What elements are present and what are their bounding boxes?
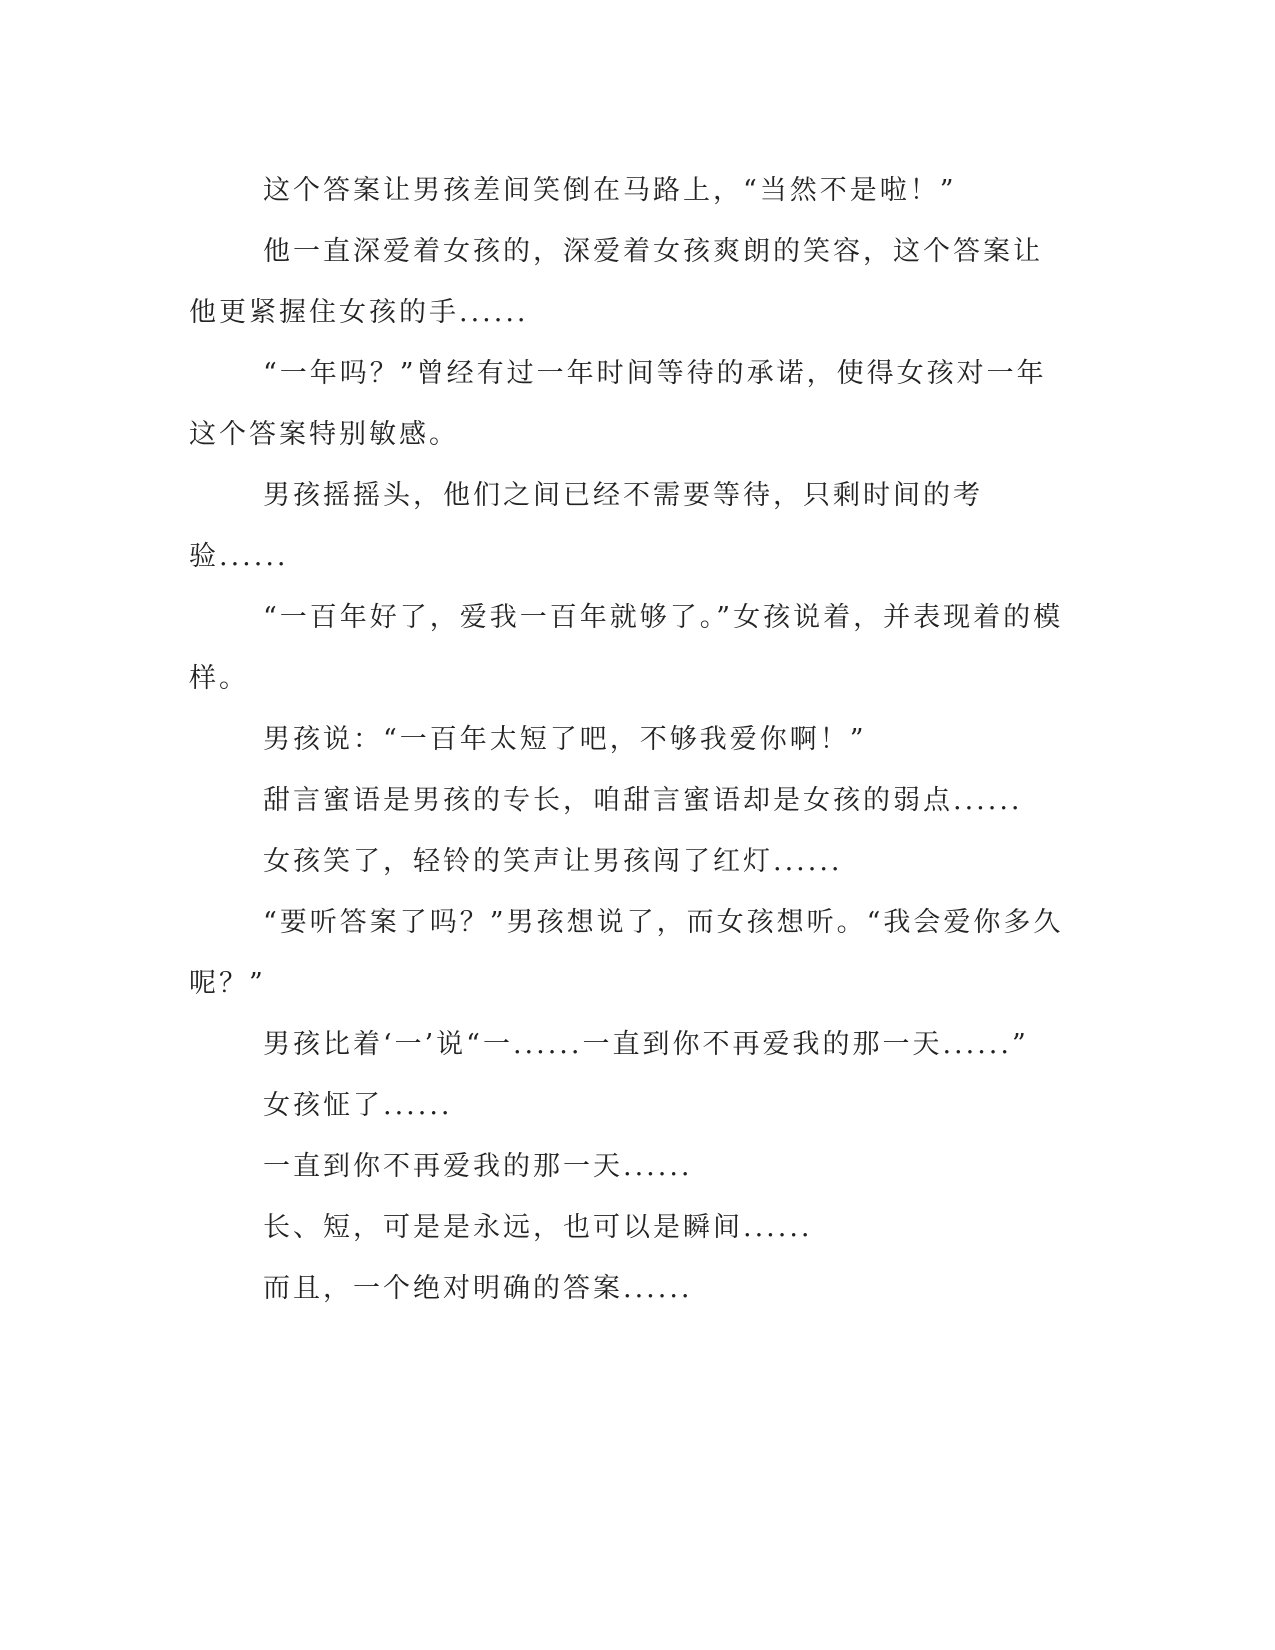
paragraph: 而且，一个绝对明确的答案...... [263,1273,693,1304]
paragraph: 长、短，可是是永远，也可以是瞬间...... [263,1212,813,1243]
paragraph: 男孩摇摇头，他们之间已经不需要等待，只剩时间的考验...... [189,480,983,572]
paragraph: 女孩怔了...... [263,1090,453,1121]
paragraph: “一百年好了，爱我一百年就够了。”女孩说着，并表现着的模样。 [189,602,1064,694]
paragraph: 女孩笑了，轻铃的笑声让男孩闯了红灯...... [263,846,843,877]
paragraph: 甜言蜜语是男孩的专长，咱甜言蜜语却是女孩的弱点...... [263,785,1023,816]
paragraph: 男孩说：“一百年太短了吧，不够我爱你啊！” [263,724,867,755]
document-body [189,160,1069,1319]
paragraph: 男孩比着‘一’说“一......一直到你不再爱我的那一天......” [263,1029,1029,1060]
paragraph: 这个答案让男孩差间笑倒在马路上，“当然不是啦！” [263,175,957,206]
paragraph: “要听答案了吗？”男孩想说了，而女孩想听。“我会爱你多久呢？” [189,907,1064,999]
paragraph: “一年吗？”曾经有过一年时间等待的承诺，使得女孩对一年这个答案特别敏感。 [189,358,1047,450]
paragraph: 他一直深爱着女孩的，深爱着女孩爽朗的笑容，这个答案让他更紧握住女孩的手...... [189,236,1043,328]
paragraph: 一直到你不再爱我的那一天...... [263,1151,693,1182]
